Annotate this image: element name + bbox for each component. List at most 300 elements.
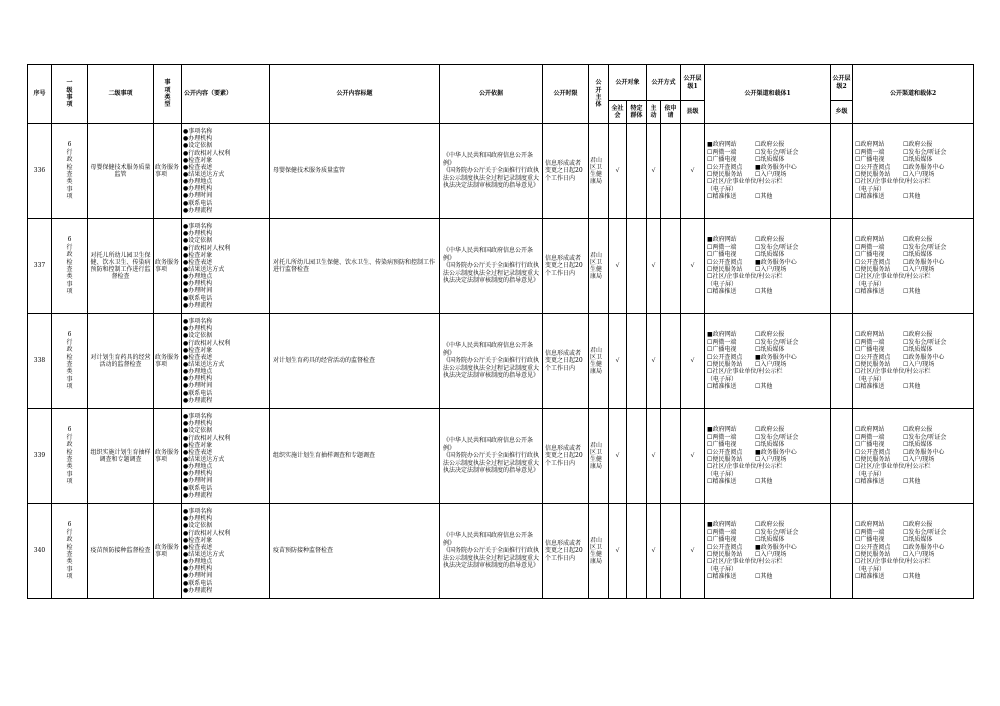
- content-element: ●结果送达方式: [183, 456, 225, 463]
- content-element: ●行政相对人权利: [183, 244, 231, 252]
- cell-level1-county: √: [681, 124, 705, 219]
- channel-row: [707, 346, 828, 353]
- header-seq: 序号: [28, 65, 52, 124]
- content-element: ●办理机构: [183, 470, 213, 478]
- cell-level2-town: [831, 504, 853, 599]
- channel-row: [855, 354, 971, 361]
- channel-option: ☐精准推送: [707, 478, 737, 486]
- content-element: ●办理地点: [183, 368, 213, 376]
- content-element: ●办理地点: [183, 558, 213, 566]
- channel-option: （电子屏）: [855, 185, 886, 193]
- channel-row: [855, 236, 971, 243]
- cell-target-all: √: [609, 504, 627, 599]
- content-element: ●检查表述: [183, 448, 213, 456]
- channel-row: [855, 573, 971, 580]
- header-level2-group: 公开层级2: [831, 65, 853, 101]
- cell-target-group: [627, 314, 647, 409]
- cell-method-apply: [661, 409, 681, 504]
- cell-level2: 对托儿所幼儿园卫生保健、饮水卫生、传染病预防和控制工作进行监督检查: [88, 219, 154, 314]
- channel-option: ☐两微一端: [707, 338, 737, 346]
- channel-option: ☐便民服务站: [707, 361, 743, 368]
- channel-option: ☐精准推送: [855, 383, 885, 391]
- content-element: ●办理流程: [183, 206, 213, 214]
- level1-text: 6行政检查类事项: [66, 331, 73, 391]
- level1-text: 6行政检查类事项: [66, 521, 73, 581]
- content-element: ●办理流程: [183, 491, 213, 499]
- channel-option: ☐发布会/听证会: [755, 338, 799, 346]
- channel-row: [855, 164, 971, 171]
- channel-option: ☐两微一端: [855, 338, 885, 346]
- level1-text: 6行政检查类事项: [66, 426, 73, 486]
- channel-option: ☐政务服务中心: [903, 543, 945, 551]
- channel-option: ☐发布会/听证会: [755, 528, 799, 536]
- cell-basis: 《中华人民共和国政府信息公开条例》 《国务院办公厅关于全面推行行政执法公示制度执法全过程记录制度重大执法决定法制审核制度的指导意见》: [440, 314, 543, 409]
- cell-target-all: √: [609, 219, 627, 314]
- channel-row: [707, 236, 828, 243]
- channel-option: ☐政务服务中心: [903, 448, 945, 456]
- content-element: ●办理机构: [183, 280, 213, 288]
- channel-option: ☐政府公报: [903, 521, 933, 529]
- channel-option: ☐政务服务中心: [903, 163, 945, 171]
- channel-option: ☐政府公报: [755, 141, 785, 149]
- cell-level1: [52, 219, 88, 314]
- cell-level1: [52, 124, 88, 219]
- channel-option: ☐其他: [755, 383, 773, 391]
- channel-option: ☐社区/企事业单位/村公示栏: [855, 558, 931, 566]
- channel-option: ☐便民服务站: [855, 361, 891, 368]
- header-subject: 公开主体: [589, 65, 609, 124]
- channel-option: ☐纸质媒体: [755, 251, 785, 259]
- content-element: ●联系电话: [183, 294, 213, 302]
- channel-option: ☐其他: [903, 383, 921, 391]
- table-row: [28, 124, 974, 219]
- channel-row: [855, 251, 971, 258]
- header-basis: 公开依据: [440, 65, 543, 124]
- table-row: [28, 219, 974, 314]
- channel-option: （电子屏）: [707, 185, 738, 193]
- channel-option: ☐入户/现场: [903, 456, 935, 463]
- cell-target-group: [627, 219, 647, 314]
- channel-row: [855, 449, 971, 456]
- cell-channel2: [853, 314, 974, 409]
- cell-content: [182, 219, 270, 314]
- channel-row: [855, 426, 971, 433]
- channel-option: （电子屏）: [855, 470, 886, 478]
- channel-option: ☐便民服务站: [707, 551, 743, 558]
- cell-target-group: [627, 409, 647, 504]
- channel-option: ☐政务服务中心: [903, 353, 945, 361]
- cell-method-apply: [661, 504, 681, 599]
- channel-option: ☐纸质媒体: [903, 251, 933, 259]
- channel-option: ☐社区/企事业单位/村公示栏: [855, 178, 931, 186]
- cell-level1-county: √: [681, 314, 705, 409]
- table-row: [28, 314, 974, 409]
- channel-row: [707, 558, 828, 565]
- channel-option: ☐广播电视: [707, 441, 737, 449]
- channel-option: ☐入户/现场: [755, 171, 787, 178]
- channel-row: [707, 251, 828, 258]
- channel-option: ☐社区/企事业单位/村公示栏: [855, 463, 931, 471]
- cell-level2: 疫苗预防接种监督检查: [88, 504, 154, 599]
- cell-basis: 《中华人民共和国政府信息公开条例》 《国务院办公厅关于全面推行行政执法公示制度执法全过程记录制度重大执法决定法制审核制度的指导意见》: [440, 409, 543, 504]
- channel-option: ☐政府网站: [855, 236, 885, 244]
- header-level1-group: 公开层级1: [681, 65, 705, 101]
- channel-option: ☐其他: [903, 478, 921, 486]
- content-element: ●设定依据: [183, 332, 213, 340]
- channel-option: ☐公开查阅点: [855, 163, 891, 171]
- channel-row: [707, 383, 828, 390]
- channel-option: ■政务服务中心: [755, 543, 797, 551]
- cell-method-active: √: [647, 124, 661, 219]
- channel-option: （电子屏）: [855, 375, 886, 383]
- channel-option: ☐两微一端: [855, 433, 885, 441]
- channel-option: ■政府网站: [707, 426, 737, 434]
- channel-option: （电子屏）: [707, 470, 738, 478]
- content-element: ●办理流程: [183, 301, 213, 309]
- content-element: ●结果送达方式: [183, 171, 225, 178]
- header-channel1: 公开渠道和载体1: [705, 65, 831, 124]
- channel-option: ☐纸质媒体: [903, 441, 933, 449]
- content-element: ●设定依据: [183, 427, 213, 435]
- content-element: ●事项名称: [183, 508, 213, 516]
- table-row: [28, 409, 974, 504]
- cell-time-limit: 信息形成或者变更之日起20个工作日内: [543, 124, 589, 219]
- channel-option: ☐政府公报: [755, 331, 785, 339]
- channel-option: ■政府网站: [707, 141, 737, 149]
- channel-row: [855, 536, 971, 543]
- channel-row: [855, 156, 971, 163]
- header-level1-county: 县级: [681, 101, 705, 124]
- content-element: ●联系电话: [183, 579, 213, 587]
- channel-option: ☐公开查阅点: [707, 163, 743, 171]
- channel-option: ☐精准推送: [855, 478, 885, 486]
- channel-row: [855, 288, 971, 295]
- channel-option: ☐广播电视: [855, 536, 885, 544]
- channel-option: ☐其他: [755, 478, 773, 486]
- content-element: ●办理流程: [183, 586, 213, 594]
- cell-target-group: [627, 124, 647, 219]
- channel-option: ☐社区/企事业单位/村公示栏: [707, 178, 783, 186]
- channel-option: ☐入户/现场: [903, 171, 935, 178]
- channel-row: [707, 354, 828, 361]
- header-channel2: 公开渠道和载体2: [853, 65, 974, 124]
- cell-channel2: [853, 504, 974, 599]
- content-element: ●设定依据: [183, 142, 213, 150]
- channel-option: ■政务服务中心: [755, 163, 797, 171]
- cell-method-active: √: [647, 219, 661, 314]
- channel-row: [707, 449, 828, 456]
- channel-option: （电子屏）: [855, 280, 886, 288]
- header-target: 公开对象: [609, 65, 647, 101]
- content-element: ●结果送达方式: [183, 551, 225, 558]
- cell-channel2: [853, 409, 974, 504]
- channel-option: ☐其他: [903, 288, 921, 296]
- content-element: ●办理时间: [183, 192, 213, 200]
- channel-option: ☐两微一端: [707, 433, 737, 441]
- content-element: ●办理机构: [183, 325, 213, 333]
- cell-basis: 《中华人民共和国政府信息公开条例》 《国务院办公厅关于全面推行行政执法公示制度执法全过程记录制度重大执法决定法制审核制度的指导意见》: [440, 124, 543, 219]
- channel-option: ☐广播电视: [855, 441, 885, 449]
- cell-channel2: [853, 219, 974, 314]
- cell-method-active: √: [647, 314, 661, 409]
- content-element: ●检查表述: [183, 543, 213, 551]
- cell-level2: 组织实施计划生育抽样调查和专题调查: [88, 409, 154, 504]
- cell-content-title: 疫苗预防接种监督检查: [270, 504, 440, 599]
- cell-item-type: 政务服务事项: [154, 124, 182, 219]
- cell-item-type: 政务服务事项: [154, 314, 182, 409]
- channel-option: ☐纸质媒体: [903, 536, 933, 544]
- cell-content: [182, 124, 270, 219]
- channel-option: ☐两微一端: [855, 528, 885, 536]
- content-element: ●事项名称: [183, 413, 213, 421]
- header-level2-town: 乡级: [831, 101, 853, 124]
- channel-option: ☐公开查阅点: [855, 258, 891, 266]
- content-element: ●办理机构: [183, 185, 213, 193]
- channel-row: [855, 331, 971, 338]
- channel-row: [855, 441, 971, 448]
- cell-method-active: √: [647, 504, 661, 599]
- channel-option: ☐精准推送: [707, 573, 737, 581]
- cell-method-apply: [661, 314, 681, 409]
- channel-option: ☐纸质媒体: [903, 156, 933, 164]
- channel-row: [855, 346, 971, 353]
- channel-option: ☐发布会/听证会: [755, 243, 799, 251]
- header-method-active: 主动: [647, 101, 661, 124]
- channel-option: ☐公开查阅点: [855, 543, 891, 551]
- channel-option: ☐发布会/听证会: [755, 148, 799, 156]
- channel-option: ☐政府公报: [755, 521, 785, 529]
- header-target-group: 特定群体: [627, 101, 647, 124]
- cell-seq: 336: [28, 124, 52, 219]
- table-body: [28, 124, 974, 599]
- cell-subject: 君山区卫生健康局: [589, 219, 609, 314]
- channel-option: ☐纸质媒体: [755, 441, 785, 449]
- channel-option: ☐便民服务站: [855, 551, 891, 558]
- channel-row: [855, 463, 971, 470]
- header-content: 公开内容（要素）: [182, 65, 270, 124]
- channel-option: ☐社区/企事业单位/村公示栏: [707, 558, 783, 566]
- channel-row: [855, 141, 971, 148]
- content-element: ●办理地点: [183, 273, 213, 281]
- header-method: 公开方式: [647, 65, 681, 101]
- content-element: ●办理机构: [183, 565, 213, 573]
- channel-row: [707, 288, 828, 295]
- channel-option: ☐两微一端: [707, 148, 737, 156]
- cell-target-all: √: [609, 314, 627, 409]
- cell-level2-town: [831, 314, 853, 409]
- channel-option: ☐政府网站: [855, 521, 885, 529]
- channel-option: （电子屏）: [707, 280, 738, 288]
- channel-row: [855, 368, 971, 375]
- channel-row: [855, 544, 971, 551]
- channel-option: ☐精准推送: [707, 288, 737, 296]
- channel-option: ☐广播电视: [855, 156, 885, 164]
- cell-content: [182, 314, 270, 409]
- cell-content: [182, 409, 270, 504]
- channel-option: ■政务服务中心: [755, 353, 797, 361]
- channel-option: ☐政务服务中心: [903, 258, 945, 266]
- content-element: ●办理机构: [183, 375, 213, 383]
- cell-channel1: [705, 409, 831, 504]
- channel-option: ☐公开查阅点: [707, 258, 743, 266]
- channel-option: ☐入户/现场: [903, 266, 935, 273]
- content-element: ●办理时间: [183, 382, 213, 390]
- header-level2: 二级事项: [88, 65, 154, 124]
- cell-item-type: 政务服务事项: [154, 219, 182, 314]
- cell-subject: 君山区卫生健康局: [589, 504, 609, 599]
- channel-row: [855, 178, 971, 185]
- cell-channel1: [705, 124, 831, 219]
- content-element: ●联系电话: [183, 389, 213, 397]
- channel-option: ☐发布会/听证会: [903, 338, 947, 346]
- channel-option: ☐发布会/听证会: [903, 148, 947, 156]
- channel-option: ☐纸质媒体: [903, 346, 933, 354]
- channel-row: [707, 536, 828, 543]
- cell-method-active: √: [647, 409, 661, 504]
- cell-method-apply: [661, 219, 681, 314]
- cell-level2: 对计划生育药具的经营活动的监督检查: [88, 314, 154, 409]
- cell-seq: 340: [28, 504, 52, 599]
- content-element: ●结果送达方式: [183, 266, 225, 273]
- channel-option: ■政府网站: [707, 236, 737, 244]
- content-element: ●联系电话: [183, 199, 213, 207]
- cell-subject: 君山区卫生健康局: [589, 409, 609, 504]
- content-element: ●办理地点: [183, 178, 213, 186]
- table-row: [28, 504, 974, 599]
- content-element: ●办理时间: [183, 287, 213, 295]
- channel-row: [855, 193, 971, 200]
- cell-channel2: [853, 124, 974, 219]
- channel-option: ☐其他: [755, 288, 773, 296]
- channel-option: ☐政府网站: [855, 331, 885, 339]
- channel-row: [855, 521, 971, 528]
- content-element: ●办理机构: [183, 515, 213, 523]
- channel-row: [855, 558, 971, 565]
- cell-level2: 母婴保健技术服务质量监管: [88, 124, 154, 219]
- content-element: ●办理机构: [183, 420, 213, 428]
- cell-content-title: 对计划生育药具的经营活动的监督检查: [270, 314, 440, 409]
- channel-option: ☐政府网站: [855, 426, 885, 434]
- channel-row: [855, 259, 971, 266]
- cell-target-group: [627, 504, 647, 599]
- channel-row: [707, 478, 828, 485]
- channel-row: [707, 368, 828, 375]
- header-time-limit: 公开时限: [543, 65, 589, 124]
- channel-option: ☐广播电视: [707, 346, 737, 354]
- channel-row: [707, 178, 828, 185]
- cell-content-title: 对托儿所幼儿园卫生保健、饮水卫生、传染病预防和控制工作进行监督检查: [270, 219, 440, 314]
- channel-option: ☐其他: [903, 573, 921, 581]
- channel-option: ☐公开查阅点: [707, 543, 743, 551]
- cell-seq: 337: [28, 219, 52, 314]
- channel-option: ☐广播电视: [707, 156, 737, 164]
- channel-option: ☐入户/现场: [755, 266, 787, 273]
- content-element: ●检查表述: [183, 353, 213, 361]
- channel-option: （电子屏）: [707, 375, 738, 383]
- content-element: ●检查对象: [183, 156, 213, 164]
- cell-seq: 339: [28, 409, 52, 504]
- channel-option: ☐便民服务站: [707, 171, 743, 178]
- channel-option: ☐入户/现场: [755, 361, 787, 368]
- channel-option: ☐公开查阅点: [707, 353, 743, 361]
- channel-option: ☐政府公报: [903, 236, 933, 244]
- cell-level1: [52, 504, 88, 599]
- channel-row: [855, 273, 971, 280]
- channel-option: ☐入户/现场: [755, 456, 787, 463]
- content-element: ●办理机构: [183, 230, 213, 238]
- channel-option: ☐其他: [755, 573, 773, 581]
- content-element: ●检查对象: [183, 251, 213, 259]
- cell-content-title: 母婴保健技术服务质量监管: [270, 124, 440, 219]
- channel-option: ☐两微一端: [707, 243, 737, 251]
- channel-option: ☐其他: [755, 193, 773, 201]
- content-element: ●办理流程: [183, 396, 213, 404]
- channel-option: ☐精准推送: [855, 193, 885, 201]
- channel-row: [707, 141, 828, 148]
- channel-row: [707, 273, 828, 280]
- cell-seq: 338: [28, 314, 52, 409]
- channel-row: [707, 331, 828, 338]
- cell-time-limit: 信息形成或者变更之日起20个工作日内: [543, 504, 589, 599]
- content-element: ●检查表述: [183, 258, 213, 266]
- channel-option: ☐两微一端: [855, 243, 885, 251]
- channel-option: ☐便民服务站: [855, 266, 891, 273]
- header-item-type: 事项类型: [154, 65, 182, 124]
- channel-option: ■政府网站: [707, 521, 737, 529]
- cell-subject: 君山区卫生健康局: [589, 124, 609, 219]
- content-element: ●行政相对人权利: [183, 339, 231, 347]
- channel-option: ☐纸质媒体: [755, 536, 785, 544]
- cell-level2-town: [831, 409, 853, 504]
- channel-option: ☐便民服务站: [707, 266, 743, 273]
- channel-option: ☐便民服务站: [707, 456, 743, 463]
- content-element: ●设定依据: [183, 522, 213, 530]
- channel-option: ☐纸质媒体: [755, 346, 785, 354]
- channel-option: ☐发布会/听证会: [903, 528, 947, 536]
- content-element: ●事项名称: [183, 128, 213, 136]
- cell-content-title: 组织实施计划生育抽样调查和专题调查: [270, 409, 440, 504]
- channel-option: ☐社区/企事业单位/村公示栏: [707, 463, 783, 471]
- channel-option: ☐公开查阅点: [707, 448, 743, 456]
- cell-time-limit: 信息形成或者变更之日起20个工作日内: [543, 409, 589, 504]
- content-element: ●检查对象: [183, 441, 213, 449]
- channel-row: [707, 463, 828, 470]
- header-method-apply: 依申请: [661, 101, 681, 124]
- cell-level1-county: √: [681, 409, 705, 504]
- channel-option: ☐公开查阅点: [855, 448, 891, 456]
- channel-row: [707, 156, 828, 163]
- content-element: ●检查对象: [183, 536, 213, 544]
- channel-option: ☐发布会/听证会: [903, 433, 947, 441]
- content-element: ●设定依据: [183, 237, 213, 245]
- cell-level2-town: [831, 219, 853, 314]
- channel-option: ☐发布会/听证会: [755, 433, 799, 441]
- channel-option: ☐其他: [903, 193, 921, 201]
- cell-basis: 《中华人民共和国政府信息公开条例》 《国务院办公厅关于全面推行行政执法公示制度执法全过程记录制度重大执法决定法制审核制度的指导意见》: [440, 504, 543, 599]
- channel-option: ☐社区/企事业单位/村公示栏: [855, 368, 931, 376]
- channel-row: [707, 573, 828, 580]
- content-element: ●办理机构: [183, 135, 213, 143]
- channel-option: ☐精准推送: [855, 288, 885, 296]
- channel-row: [707, 259, 828, 266]
- channel-row: [707, 164, 828, 171]
- content-element: ●办理时间: [183, 477, 213, 485]
- channel-option: ☐政府公报: [903, 331, 933, 339]
- channel-option: ☐广播电视: [855, 346, 885, 354]
- cell-content: [182, 504, 270, 599]
- content-element: ●行政相对人权利: [183, 529, 231, 537]
- channel-option: ☐便民服务站: [855, 171, 891, 178]
